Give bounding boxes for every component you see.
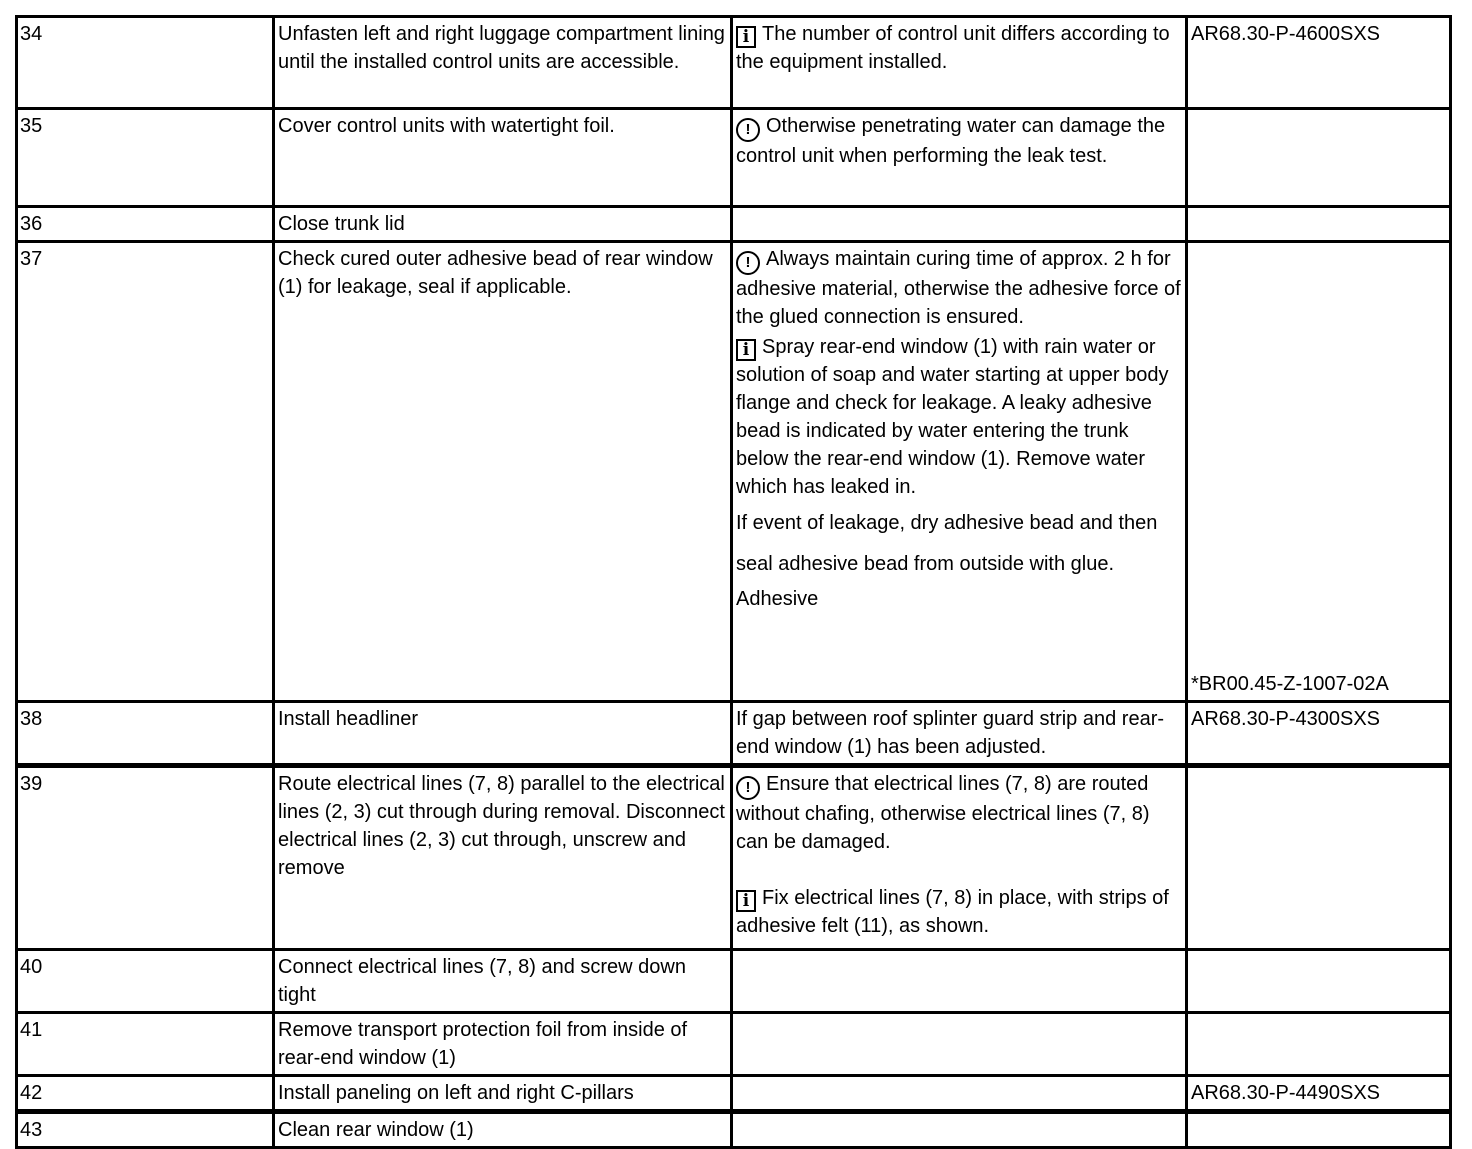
action-text: Connect electrical lines (7, 8) and screw down tight [274, 950, 732, 1013]
step-number: 42 [17, 1076, 274, 1112]
table-row [17, 1112, 1451, 1148]
note-text: Fix electrical lines (7, 8) in place, with strips of adhesive felt (11), as shown. [736, 887, 1169, 937]
notes-cell [732, 766, 1187, 950]
note-text: Ensure that electrical lines (7, 8) are routed without chafing, otherwise electrical lines (7, 8) can be damaged. [736, 773, 1150, 853]
reference-code [1187, 1112, 1451, 1148]
note-text: If event of leakage, dry adhesive bead and then seal adhesive bead from outside with glue. [736, 512, 1158, 575]
notes-cell [732, 207, 1187, 242]
table-row [17, 766, 1451, 950]
step-number: 41 [17, 1013, 274, 1076]
notes-cell [732, 109, 1187, 207]
notes-cell [732, 1112, 1187, 1148]
table-row [17, 702, 1451, 766]
reference-code [1187, 1013, 1451, 1076]
step-number: 37 [17, 242, 274, 702]
table-row [17, 17, 1451, 109]
step-number: 39 [17, 766, 274, 950]
note-text: Otherwise penetrating water can damage the control unit when performing the leak test. [736, 115, 1166, 167]
warning-icon: ! [736, 251, 760, 275]
note-text: Spray rear-end window (1) with rain water or solution of soap and water starting at upper body flange and check for leakage. A leaky adhesive bead is indicated by water entering the trunk below the rear-end window (1). Remove water which has leaked in. [736, 336, 1169, 498]
reference-code: AR68.30-P-4300SXS [1187, 702, 1451, 766]
step-number: 40 [17, 950, 274, 1013]
step-number: 38 [17, 702, 274, 766]
step-number: 43 [17, 1112, 274, 1148]
note-text: The number of control unit differs according to the equipment installed. [736, 23, 1170, 73]
procedure-table [15, 15, 1452, 1149]
warning-icon: ! [736, 776, 760, 800]
material-label: Adhesive [736, 588, 819, 610]
note-text: Always maintain curing time of approx. 2 h for adhesive material, otherwise the adhesive force of the glued connection is ensured. [736, 248, 1181, 328]
table-row [17, 207, 1451, 242]
step-number: 34 [17, 17, 274, 109]
table-row [17, 950, 1451, 1013]
table-row [17, 242, 1451, 702]
action-text: Install headliner [274, 702, 732, 766]
notes-cell [732, 950, 1187, 1013]
notes-cell [732, 702, 1187, 766]
note-text: If gap between roof splinter guard strip and rear-end window (1) has been adjusted. [736, 708, 1165, 758]
reference-code [1187, 207, 1451, 242]
material-line [736, 585, 1181, 613]
action-text: Cover control units with watertight foil. [274, 109, 732, 207]
table-row [17, 1013, 1451, 1076]
action-text: Remove transport protection foil from inside of rear-end window (1) [274, 1013, 732, 1076]
notes-cell [732, 1076, 1187, 1112]
action-text: Unfasten left and right luggage compartment lining until the installed control units are accessible. [274, 17, 732, 109]
info-icon: i [736, 339, 756, 361]
table-row [17, 109, 1451, 207]
step-number: 35 [17, 109, 274, 207]
reference-code [1187, 766, 1451, 950]
action-text: Check cured outer adhesive bead of rear window (1) for leakage, seal if applicable. [274, 242, 732, 702]
table-row [17, 1076, 1451, 1112]
reference-code [1187, 950, 1451, 1013]
step-number: 36 [17, 207, 274, 242]
info-icon: i [736, 26, 756, 48]
info-icon: i [736, 890, 756, 912]
notes-cell [732, 1013, 1187, 1076]
action-text: Close trunk lid [274, 207, 732, 242]
reference-code: AR68.30-P-4600SXS [1187, 17, 1451, 109]
action-text: Install paneling on left and right C-pillars [274, 1076, 732, 1112]
action-text: Clean rear window (1) [274, 1112, 732, 1148]
reference-code: AR68.30-P-4490SXS [1187, 1076, 1451, 1112]
action-text: Route electrical lines (7, 8) parallel to the electrical lines (2, 3) cut through during removal. Disconnect electrical lines (2, 3) cut through, unscrew and remove [274, 766, 732, 950]
notes-cell [732, 242, 1187, 702]
notes-cell [732, 17, 1187, 109]
reference-code: *BR00.45-Z-1007-02A [1187, 242, 1451, 702]
reference-code [1187, 109, 1451, 207]
warning-icon: ! [736, 118, 760, 142]
